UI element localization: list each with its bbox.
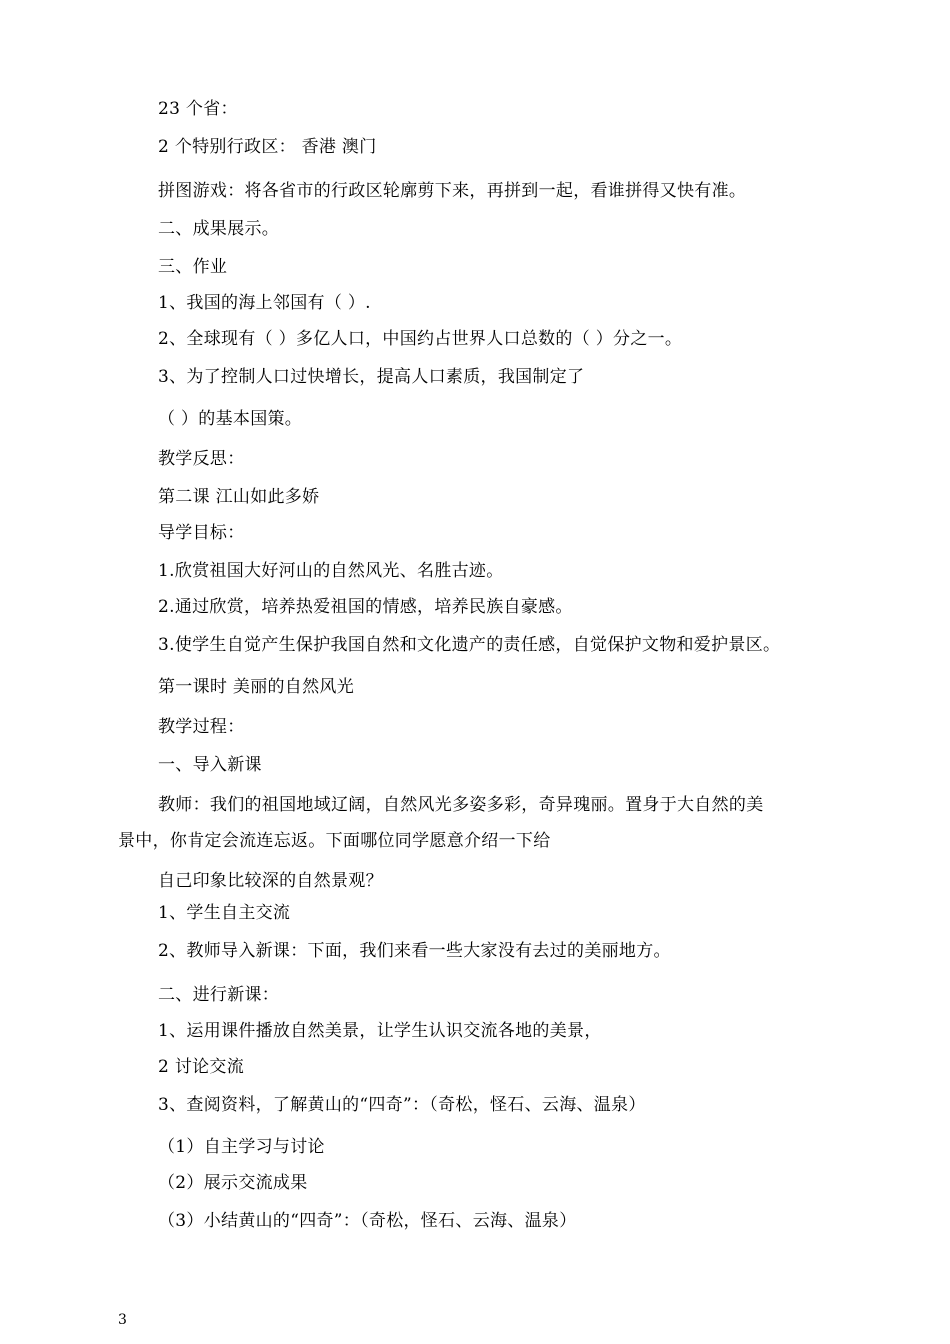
text-line: 第二课 江山如此多娇 <box>158 487 320 507</box>
text-line: 二、成果展示。 <box>158 219 280 239</box>
text-line: 二、进行新课： <box>158 985 280 1005</box>
text-line: 1、我国的海上邻国有（ ）. <box>158 293 371 313</box>
text-line: 3、查阅资料，了解黄山的“四奇”：（奇松，怪石、云海、温泉） <box>158 1095 646 1115</box>
text-line: （ ）的基本国策。 <box>158 409 303 429</box>
text-line: 导学目标： <box>158 523 245 543</box>
text-line: 2.通过欣赏，培养热爱祖国的情感，培养民族自豪感。 <box>158 597 573 617</box>
text-line: 三、作业 <box>158 257 228 277</box>
text-line: 教师：我们的祖国地域辽阔，自然风光多姿多彩，奇异瑰丽。置身于大自然的美 <box>158 795 764 815</box>
text-line: （3）小结黄山的“四奇”：（奇松，怪石、云海、温泉） <box>158 1211 577 1231</box>
text-line: 1、运用课件播放自然美景，让学生认识交流各地的美景， <box>158 1021 602 1041</box>
page-number: 3 <box>118 1312 127 1328</box>
text-line: 2、教师导入新课：下面，我们来看一些大家没有去过的美丽地方。 <box>158 941 671 961</box>
text-line: 1、学生自主交流 <box>158 903 291 923</box>
text-line: 3.使学生自觉产生保护我国自然和文化遗产的责任感，自觉保护文物和爱护景区。 <box>158 635 781 655</box>
text-line: 2 讨论交流 <box>158 1057 245 1077</box>
text-line: 1.欣赏祖国大好河山的自然风光、名胜古迹。 <box>158 561 504 581</box>
text-line: 拼图游戏：将各省市的行政区轮廓剪下来，再拼到一起，看谁拼得又快有准。 <box>158 181 747 201</box>
text-line: 23 个省： <box>158 99 238 119</box>
text-line: 一、导入新课 <box>158 755 262 775</box>
text-line: 第一课时 美丽的自然风光 <box>158 677 355 697</box>
text-line: 2、全球现有（ ）多亿人口，中国约占世界人口总数的（ ）分之一。 <box>158 329 683 349</box>
text-line: 2 个特别行政区： 香港 澳门 <box>158 137 377 157</box>
text-line: 自己印象比较深的自然景观？ <box>158 871 383 891</box>
text-line: 景中，你肯定会流连忘返。下面哪位同学愿意介绍一下给 <box>118 831 551 851</box>
text-line: （1）自主学习与讨论 <box>158 1137 325 1157</box>
text-line: 教学反思： <box>158 449 245 469</box>
text-line: 教学过程： <box>158 717 245 737</box>
text-line: 3、为了控制人口过快增长，提高人口素质，我国制定了 <box>158 367 585 387</box>
text-line: （2）展示交流成果 <box>158 1173 308 1193</box>
